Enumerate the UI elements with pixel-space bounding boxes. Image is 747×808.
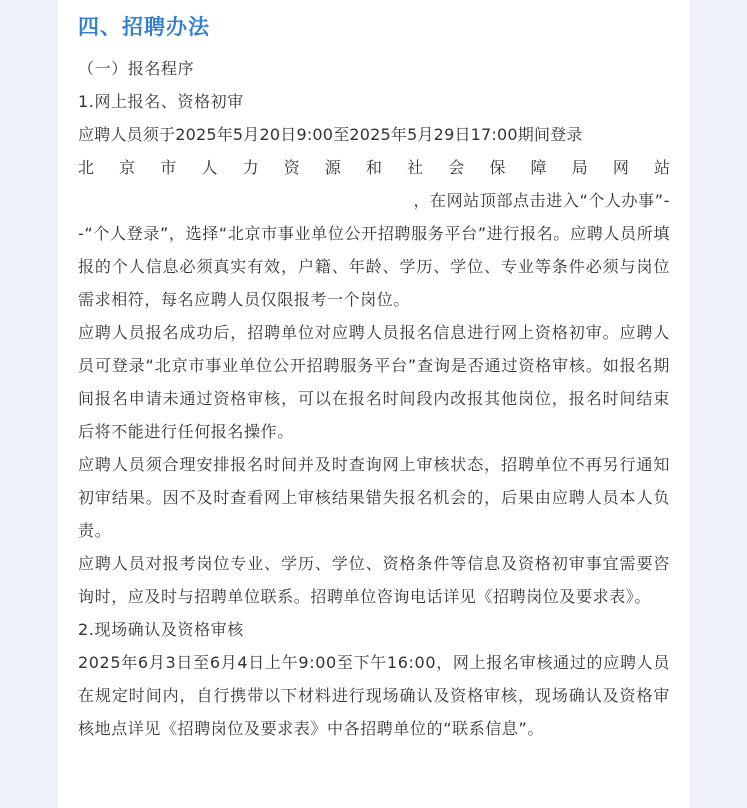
article-content	[78, 10, 670, 745]
article-page	[58, 0, 690, 808]
step1-paragraph-2: 应聘人员报名成功后，招聘单位对应聘人员报名信息进行网上资格初审。应聘人员可登录“北京市事业单位公开招聘服务平台”查询是否通过资格审核。如报名期间报名申请未通过资格审核，可以在报名时间段内改报其他岗位，报名时间结束后将不能进行任何报名操作。	[78, 323, 670, 441]
step1-paragraph-3: 应聘人员须合理安排报名时间并及时查询网上审核状态，招聘单位不再另行通知初审结果。因不及时查看网上审核结果错失报名机会的，后果由应聘人员本人负责。	[78, 455, 670, 540]
step1-p1-line3: ，在网站顶部点击进入“个人办事”-	[413, 191, 670, 210]
step1-title: 1.网上报名、资格初审	[78, 92, 244, 111]
step1-p1-line2: 北京市人力资源和社会保障局网站	[78, 158, 670, 177]
section-title: 四、招聘办法	[78, 15, 210, 39]
step1-p1-line1: 应聘人员须于2025年5月20日9:00至2025年5月29日17:00期间登录	[78, 125, 583, 144]
step1-p1-rest: -“个人登录”，选择“北京市事业单位公开招聘服务平台”进行报名。应聘人员所填报的个人信息必须真实有效，户籍、年龄、学历、学位、专业等条件必须与岗位需求相符，每名应聘人员仅限报考一个岗位。	[78, 224, 670, 309]
step2-paragraph-1: 2025年6月3日至6月4日上午9:00至下午16:00，网上报名审核通过的应聘人员在规定时间内，自行携带以下材料进行现场确认及资格审核，现场确认及资格审核地点详见《招聘岗位及要求表》中各招聘单位的“联系信息”。	[78, 653, 670, 738]
subsection-title: （一）报名程序	[78, 59, 195, 78]
step2-title: 2.现场确认及资格审核	[78, 620, 244, 639]
step1-paragraph-1	[78, 118, 670, 316]
step1-paragraph-4: 应聘人员对报考岗位专业、学历、学位、资格条件等信息及资格初审事宜需要咨询时，应及时与招聘单位联系。招聘单位咨询电话详见《招聘岗位及要求表》。	[78, 554, 670, 606]
